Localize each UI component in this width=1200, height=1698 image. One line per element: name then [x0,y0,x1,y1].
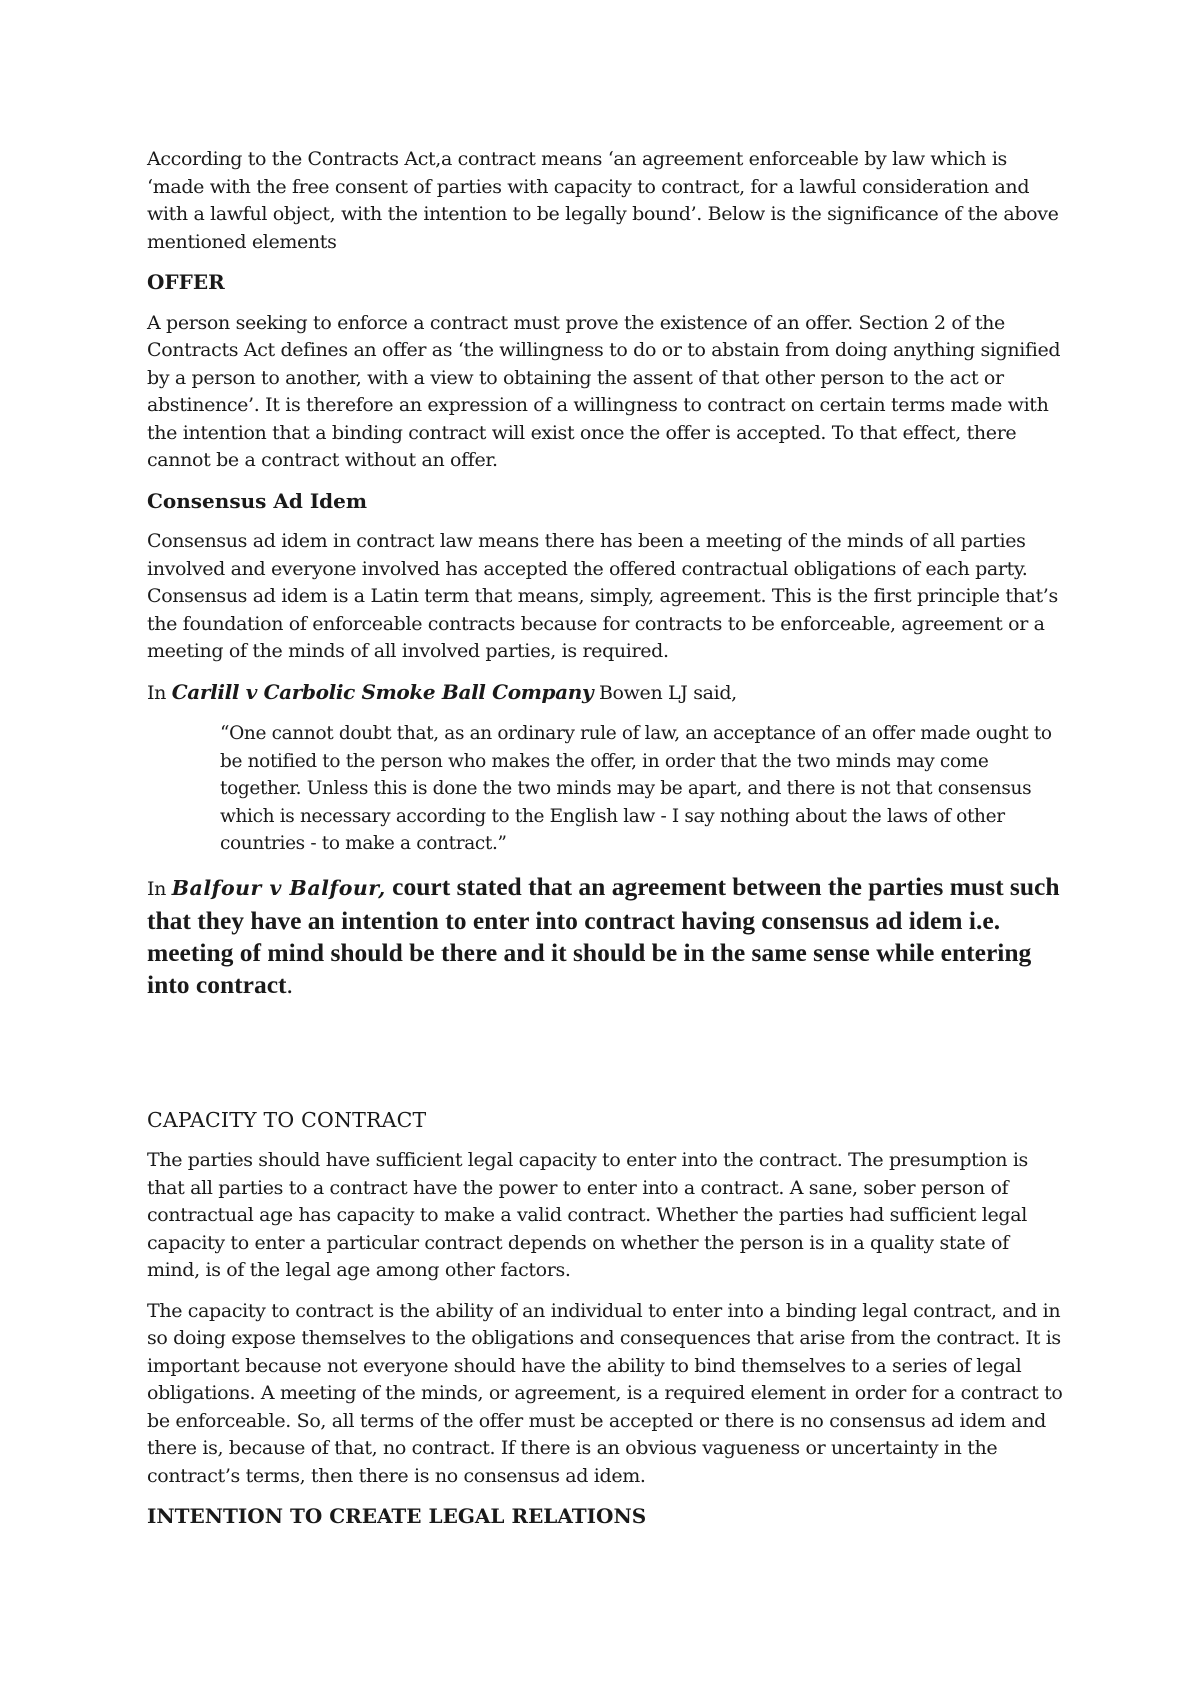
carlill-case-name: Carlill v Carbolic Smoke Ball Company [171,679,594,704]
capacity-paragraph-1: The parties should have sufficient legal capacity to enter into the contract. The presumption is that all parties to a contract have the power to enter into a contract. A sane, sober person of contractual age has capacity to make a valid contract. Whether the parties had sufficient legal capacity to enter a particular contract depends on whether the person is in a quality state of mind, is of the legal age among other factors. [147,1149,1028,1281]
section-spacer [147,1001,1067,1107]
consensus-heading: Consensus Ad Idem [147,488,368,513]
intention-heading: INTENTION TO CREATE LEGAL RELATIONS [147,1504,647,1528]
consensus-paragraph: Consensus ad idem in contract law means there has been a meeting of the minds of all parties involved and everyone involved has accepted the offered contractual obligations of each party. Consensus ad idem is a Latin term that means, simply, agreement. This is the first principle that’s the foundation of enforceable contracts because for contracts to be enforceable, agreement or a meeting of the minds of all involved parties, is required. [147,530,1058,662]
balfour-end: . [286,969,293,999]
capacity-paragraph-2: The capacity to contract is the ability of an individual to enter into a binding legal contract, and in so doing expose themselves to the obligations and consequences that arise from the contract. It is important because not everyone should have the ability to bind themselves to a series of legal obligations. A meeting of the minds, or agreement, is a required element in order for a contract to be enforceable. So, all terms of the offer must be accepted or there is no consensus ad idem and there is, because of that, no contract. If there is an obvious vagueness or uncertainty in the contract’s terms, then there is no consensus ad idem. [147,1299,1063,1487]
offer-heading: OFFER [147,270,225,294]
balfour-prefix: In [147,877,172,900]
document-page [147,146,1067,1544]
intro-paragraph: According to the Contracts Act,a contract means ‘an agreement enforceable by law which is ‘made with the free consent of parties with capacity to contract, for a lawful consideration and with a lawful object, with the intention to be legally bound’. Below is the significance of the above mentioned elements [147,148,1059,253]
bowen-quote: “One cannot doubt that, as an ordinary rule of law, an acceptance of an offer made ought to be notified to the person who makes the offer, in order that the two minds may come together. Unless this is done the two minds may be apart, and there is not that consensus which is necessary according to the English law - I say nothing about the laws of other countries - to make a contract.” [220,723,1052,854]
balfour-paragraph [147,871,1067,1001]
carlill-suffix: Bowen LJ said, [593,681,737,704]
carlill-case-intro [147,679,1067,708]
carlill-prefix: In [147,681,172,704]
capacity-heading: CAPACITY TO CONTRACT [147,1107,427,1132]
offer-paragraph: A person seeking to enforce a contract must prove the existence of an offer. Section 2 of the Contracts Act defines an offer as ‘the willingness to do or to abstain from doing anything signified by a person to another, with a view to obtaining the assent of that other person to the act or abstinence’. It is therefore an expression of a willingness to contract on certain terms made with the intention that a binding contract will exist once the offer is accepted. To that effect, there cannot be a contract without an offer. [147,311,1061,471]
balfour-case-name: Balfour v Balfour, [171,875,386,900]
balfour-statement: court stated that an agreement between the parties must such that they have an intention to enter into contract having consensus ad idem i.e. meeting of mind should be there and it should be in the same sense while entering into contract [147,871,1060,999]
